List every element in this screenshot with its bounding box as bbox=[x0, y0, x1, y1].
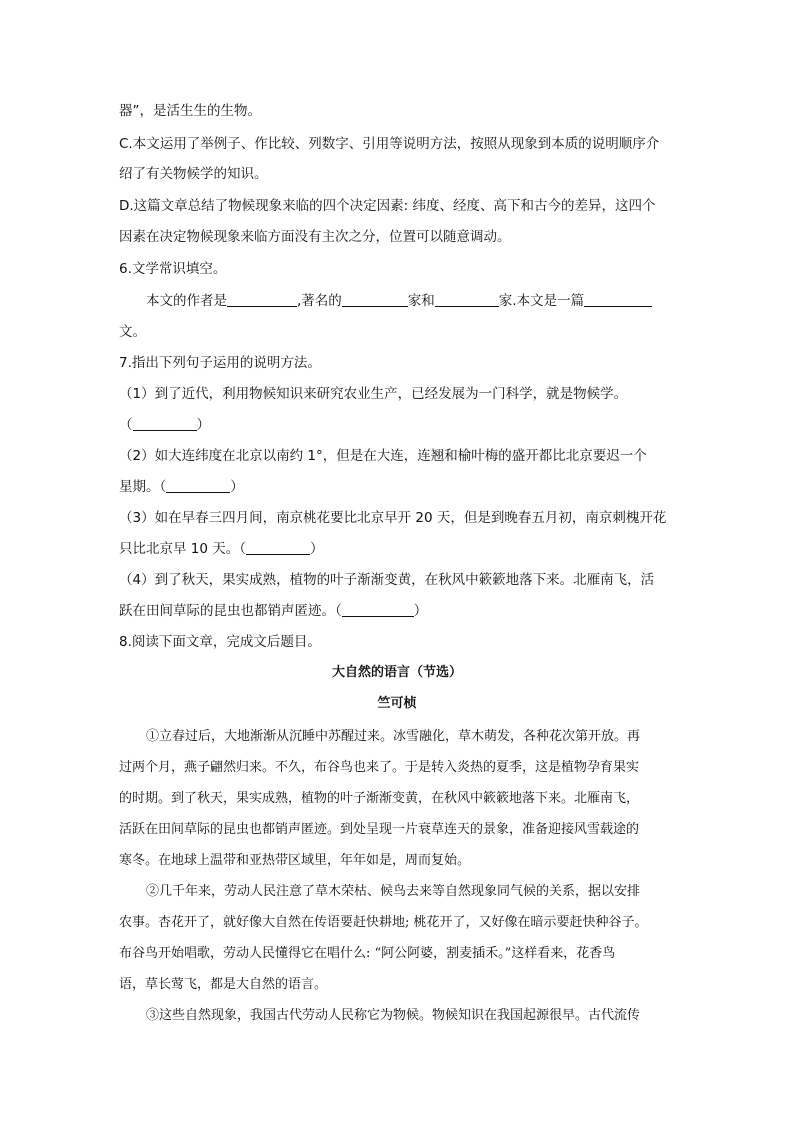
q7-4-text: 跃在田间草际的昆虫也都销声匿迹。（ bbox=[119, 603, 342, 619]
q7-3-text: 只比北京早 10 天。（ bbox=[119, 541, 247, 557]
passage-p1-line1: ①立春过后，大地渐渐从沉睡中苏醒过来。冰雪融化，草木萌发，各种花次第开放。再 bbox=[146, 729, 641, 744]
option-b-tail: 器”，是活生生的生物。 bbox=[119, 103, 261, 119]
blank-profession-2[interactable] bbox=[435, 291, 499, 307]
blank-q7-3[interactable] bbox=[246, 539, 310, 555]
paren-close: ） bbox=[310, 541, 324, 557]
passage-p2-line1: ②几千年来，劳动人民注意了草木荣枯、候鸟去来等自然现象同气候的关系，据以安排 bbox=[146, 884, 641, 899]
q7-item-2-answer bbox=[119, 477, 244, 497]
q6-text-genre: 家.本文是一篇 bbox=[498, 293, 585, 309]
blank-q7-1[interactable] bbox=[133, 415, 197, 431]
option-c-line2: 绍了有关物候学的知识。 bbox=[119, 166, 268, 182]
paren-open: （ bbox=[119, 417, 133, 433]
blank-q7-2[interactable] bbox=[166, 477, 230, 493]
passage-p2-line2: 农事。杏花开了，就好像大自然在传语要赶快耕地; 桃花开了，又好像在暗示要赶快种谷子。 bbox=[119, 915, 648, 930]
passage-title: 大自然的语言（节选） bbox=[331, 665, 462, 680]
paren-close: ） bbox=[196, 417, 210, 433]
passage-p1-line2: 过两个月，燕子翩然归来。不久，布谷鸟也来了。于是转入炎热的夏季，这是植物孕育果实 bbox=[119, 760, 640, 775]
passage-p3-line1: ③这些自然现象，我国古代劳动人民称它为物候。物候知识在我国起源很早。古代流传 bbox=[146, 1008, 641, 1023]
q7-item-3-answer bbox=[119, 539, 324, 559]
option-c-line1: C.本文运用了举例子、作比较、列数字、引用等说明方法，按照从现象到本质的说明顺序介 bbox=[119, 136, 660, 152]
passage-p1-line5: 寒冬。在地球上温带和亚热带区域里，年年如是，周而复始。 bbox=[119, 853, 471, 868]
option-d-line1: D.这篇文章总结了物候现象来临的四个决定因素: 纬度、经度、高下和古今的差异，这四个 bbox=[119, 198, 656, 214]
paren-close: ） bbox=[230, 479, 244, 495]
passage-p2-line3: 布谷鸟开始唱歌，劳动人民懂得它在唱什么: “阿公阿婆，割麦插禾。”这样看来，花香鸟 bbox=[119, 946, 616, 961]
blank-author[interactable] bbox=[227, 291, 297, 307]
q6-text-author: 本文的作者是 bbox=[146, 293, 227, 309]
q7-item-1-answer bbox=[119, 415, 210, 435]
q7-item-3: （3）如在早春三四月间，南京桃花要比北京早开 20 天，但是到晚春五月初，南京刺槐开花 bbox=[119, 510, 667, 526]
question-7-heading: 7.指出下列句子运用的说明方法。 bbox=[119, 355, 321, 371]
question-6-end: 文。 bbox=[119, 324, 146, 340]
blank-q7-4[interactable] bbox=[342, 601, 414, 617]
q7-2-text: 星期。（ bbox=[119, 479, 167, 495]
option-d-line2: 因素在决定物候现象来临方面没有主次之分，位置可以随意调动。 bbox=[119, 229, 511, 245]
question-6-heading: 6.文学常识填空。 bbox=[119, 261, 227, 277]
passage-p1-line3: 的时期。到了秋天，果实成熟，植物的叶子渐渐变黄，在秋风中簌簌地落下来。北雁南飞， bbox=[119, 791, 640, 806]
q6-text-and: 家和 bbox=[407, 293, 435, 309]
q7-item-4-answer bbox=[119, 601, 427, 621]
q7-item-2: （2）如大连纬度在北京以南约 1°，但是在大连，连翘和榆叶梅的盛开都比北京要迟一个 bbox=[119, 448, 647, 464]
question-8-heading: 8.阅读下面文章，完成文后题目。 bbox=[119, 634, 321, 650]
paren-close: ） bbox=[413, 603, 428, 619]
blank-genre[interactable] bbox=[584, 291, 652, 307]
question-6-fill-line bbox=[146, 291, 652, 311]
q6-text-famous: ,著名的 bbox=[297, 293, 342, 309]
q7-item-4: （4）到了秋天，果实成熟，植物的叶子渐渐变黄，在秋风中簌簌地落下来。北雁南飞，活 bbox=[119, 572, 655, 588]
passage-p1-line4: 活跃在田间草际的昆虫也都销声匿迹。到处呈现一片衰草连天的景象，准备迎接风雪载途的 bbox=[119, 822, 640, 837]
blank-profession-1[interactable] bbox=[342, 291, 408, 307]
passage-author: 竺可桢 bbox=[377, 696, 417, 711]
q7-item-1: （1）到了近代，利用物候知识来研究农业生产，已经发展为一门科学，就是物候学。 bbox=[119, 386, 628, 402]
passage-p2-line4: 语，草长莺飞，都是大自然的语言。 bbox=[119, 977, 328, 992]
